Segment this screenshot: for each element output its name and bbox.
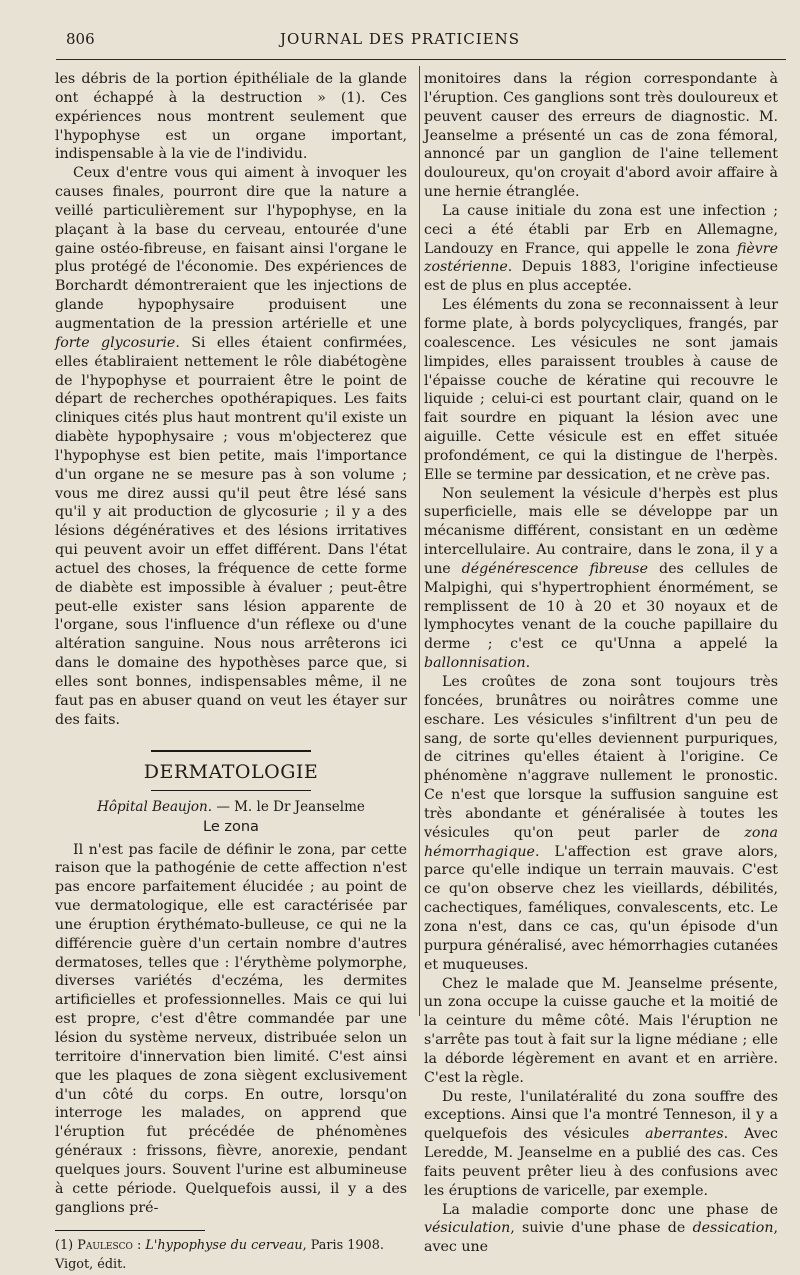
section-title: DERMATOLOGIE (143, 760, 319, 783)
text-run: les débris de la portion épithéliale de la glande ont échappé à la destruction » (1). Ces expériences nous montrent seulement que l'hypophyse est un organe important, indispensable à la vie de l'individu. (55, 71, 407, 163)
text-run: Du reste, l'unilatéralité du zona souffre des exceptions. Ainsi que l'a montré Tenneson, il y a quelquefois des vésicules (424, 1088, 778, 1143)
footnote-publisher: , Paris 1908. Vigot, édit. (55, 1238, 384, 1273)
paragraph (424, 1201, 778, 1258)
text-run: , avec une (424, 1220, 778, 1256)
section-dermatologie (55, 750, 407, 835)
column-divider (419, 66, 420, 1016)
paragraph (424, 70, 778, 202)
text-run: Non seulement la vésicule d'herpès est plus superficielle, mais elle se développe par un mécanisme différent, consistant en un œdème intercellulaire. Au contraire, dans le zona, il y a une (424, 485, 778, 577)
left-column (55, 70, 407, 1275)
text-run: La maladie comporte donc une phase de (442, 1201, 778, 1218)
header-rule (56, 59, 786, 60)
paragraph (424, 673, 778, 975)
journal-title: JOURNAL DES PRATICIENS (279, 30, 521, 48)
section-rule-top (151, 750, 311, 752)
footnote-author: Paulesco (77, 1238, 133, 1254)
paragraph (424, 1088, 778, 1201)
text-run: Chez le malade que M. Jeanselme présente, un zona occupe la cuisse gauche et la moitié de la ceinture du même côté. Mais l'éruption ne s'arrête pas tout à fait sur la ligne médiane ; elle la déborde légèrement en avant et en arrière. C'est la règle. (424, 975, 778, 1086)
section-rule-bottom (151, 790, 311, 791)
text-run: . Si elles étaient confirmées, elles établiraient nettement le rôle diabétogène de l'hypophyse et pourraient être le point de départ de recherches opothérapiques. Les faits cliniques cités plus haut montrent qu'il existe un diabète hypophysaire ; vous m'objecterez que l'hypophyse est bien petite, mais l'importance d'un organe ne se mesure pas à son volume ; vous me direz aussi qu'il peut être lésé sans qu'il y ait production de glycosurie ; il y a des lésions dégénératives et des lésions irritatives qui peuvent avoir un effet différent. Dans l'état actuel des choses, la fréquence de cette forme de diabète est impossible à évaluer ; peut-être peut-elle exister sans lésion apparente de l'organe, sous l'influence d'un réflexe ou d'une altération sanguine. Nous nous arrêterons ici dans le domaine des hypothèses parce que, si elles sont bonnes, indispensables même, il ne faut pas en abuser quand on veut les étayer sur des faits. (55, 334, 407, 728)
page-number: 806 (66, 30, 95, 48)
page-header (0, 0, 800, 62)
footnote-separator: : (132, 1238, 146, 1254)
lecturer-name: — M. le Dr Jeanselme (212, 798, 365, 815)
emphasis: aberrantes (645, 1126, 724, 1143)
paragraph (55, 164, 407, 729)
left-column-text-continued (55, 841, 407, 1218)
footnote-rule (55, 1230, 205, 1231)
lecture-meta (55, 799, 407, 815)
text-run: Les croûtes de zona sont toujours très foncées, brunâtres ou noirâtres comme une eschare. Les vésicules s'infiltrent d'un peu de sang, de sorte qu'elles deviennent purpuriques, de citrines qu'elles étaient à l'origine. Ce phénomène n'aggrave nullement le pronostic. Ce n'est que lorsque la suffusion sanguine est très abondante et généralisée à toutes les vésicules qu'on peut parler de (424, 674, 778, 841)
text-run: Ceux d'entre vous qui aiment à invoquer les causes finales, pourront dire que la nature a veillé particulièrement sur l'hypophyse, en la plaçant à la base du cerveau, entourée d'une gaine ostéo-fibreuse, en faisant ainsi l'organe le plus protégé de l'économie. Des expériences de Borchardt démontreraient que les injections de glande hypophysaire produisent une augmentation de la pression artérielle et une (55, 165, 407, 332)
paragraph (55, 841, 407, 1218)
paragraph (55, 70, 407, 164)
text-run: Il n'est pas facile de définir le zona, par cette raison que la pathogénie de cette affection n'est pas encore parfaitement élucidée ; au point de vue dermatologique, elle est caractérisée par une éruption érythémato-bulleuse, ce qui ne la différencie guère d'un certain nombre d'autres dermatoses, telles que : l'érythème polymorphe, diverses variétés d'eczéma, les dermites artificielles et professionnelles. Mais ce qui lui est propre, c'est d'être commandée par une lésion du système nerveux, distribuée selon un territoire d'innervation bien limité. C'est ainsi que les plaques de zona siègent exclusivement d'un côté du corps. En outre, lorsqu'on interroge les malades, on apprend que l'éruption fut précédée de phénomènes généraux : frissons, fièvre, anorexie, pendant quelques jours. Souvent l'urine est albumineuse à cette période. Quelquefois aussi, il y a des ganglions pré- (55, 841, 407, 1216)
paragraph (424, 485, 778, 673)
lecture-title: Le zona (203, 818, 259, 835)
paragraph (424, 296, 778, 484)
footnote-marker: (1) (55, 1238, 78, 1254)
emphasis: dessication (692, 1220, 774, 1237)
paragraph (424, 975, 778, 1088)
emphasis: forte glycosurie (55, 334, 176, 351)
hospital-name: Hôpital Beaujon. (97, 798, 213, 815)
emphasis: dégénérescence fibreuse (461, 560, 648, 577)
emphasis: ballonnisation (424, 655, 526, 672)
right-column (424, 70, 778, 1257)
right-column-text (424, 70, 778, 1257)
emphasis: zona hémorrhagique (424, 824, 778, 860)
emphasis: vésiculation (424, 1220, 511, 1237)
left-column-text (55, 70, 407, 730)
text-run: . (525, 655, 531, 672)
text-run: , suivie d'une phase de (510, 1220, 693, 1237)
text-run: . Depuis 1883, l'origine infectieuse est de plus en plus acceptée. (424, 259, 778, 295)
emphasis: fièvre zostérienne (424, 240, 778, 276)
text-run: La cause initiale du zona est une infection ; ceci a été établi par Erb en Allemagne, Landouzy en France, qui appelle le zona (424, 202, 778, 257)
text-run: Les éléments du zona se reconnaissent à leur forme plate, à bords polycycliques, frangés, par coalescence. Les vésicules ne sont jamais limpides, elles paraissent troubles à cause de l'épaisse couche de kératine qui recouvre le liquide ; celui-ci est pourtant clair, quand on le fait sourdre en piquant la lésion avec une aiguille. Cette vésicule est en effet située profondément, ce qui la distingue de l'herpès. Elle se termine par dessication, et ne crève pas. (424, 297, 778, 483)
footnote (55, 1237, 407, 1275)
text-run: des cellules de Malpighi, qui s'hypertrophient énormément, se remplissent de 10 à 20 et 30 noyaux et de lymphocytes venant de la couche papillaire du derme ; c'est ce qu'Unna a appelé la (424, 560, 778, 653)
text-run: . L'affection est grave alors, parce qu'elle indique un terrain mauvais. C'est ce qu'on observe chez les vieillards, débilités, cachectiques, faméliques, convalescents, etc. Le zona n'est, dans ce cas, qu'un épisode d'un purpura généralisé, avec hémorrhagies cutanées et muqueuses. (424, 843, 778, 973)
footnote-title: L'hypophyse du cerveau (145, 1238, 303, 1254)
text-run: monitoires dans la région correspondante à l'éruption. Ces ganglions sont très douloureux et peuvent causer des erreurs de diagnostic. M. Jeanselme a présenté un cas de zona fémoral, annoncé par un ganglion de l'aine tellement douloureux, qu'on croyait d'abord avoir affaire à une hernie étranglée. (424, 71, 778, 201)
paragraph (424, 202, 778, 296)
text-run: . Avec Leredde, M. Jeanselme en a publié des cas. Ces faits peuvent prêter lieu à des confusions avec les éruptions de varicelle, par exemple. (424, 1126, 778, 1199)
